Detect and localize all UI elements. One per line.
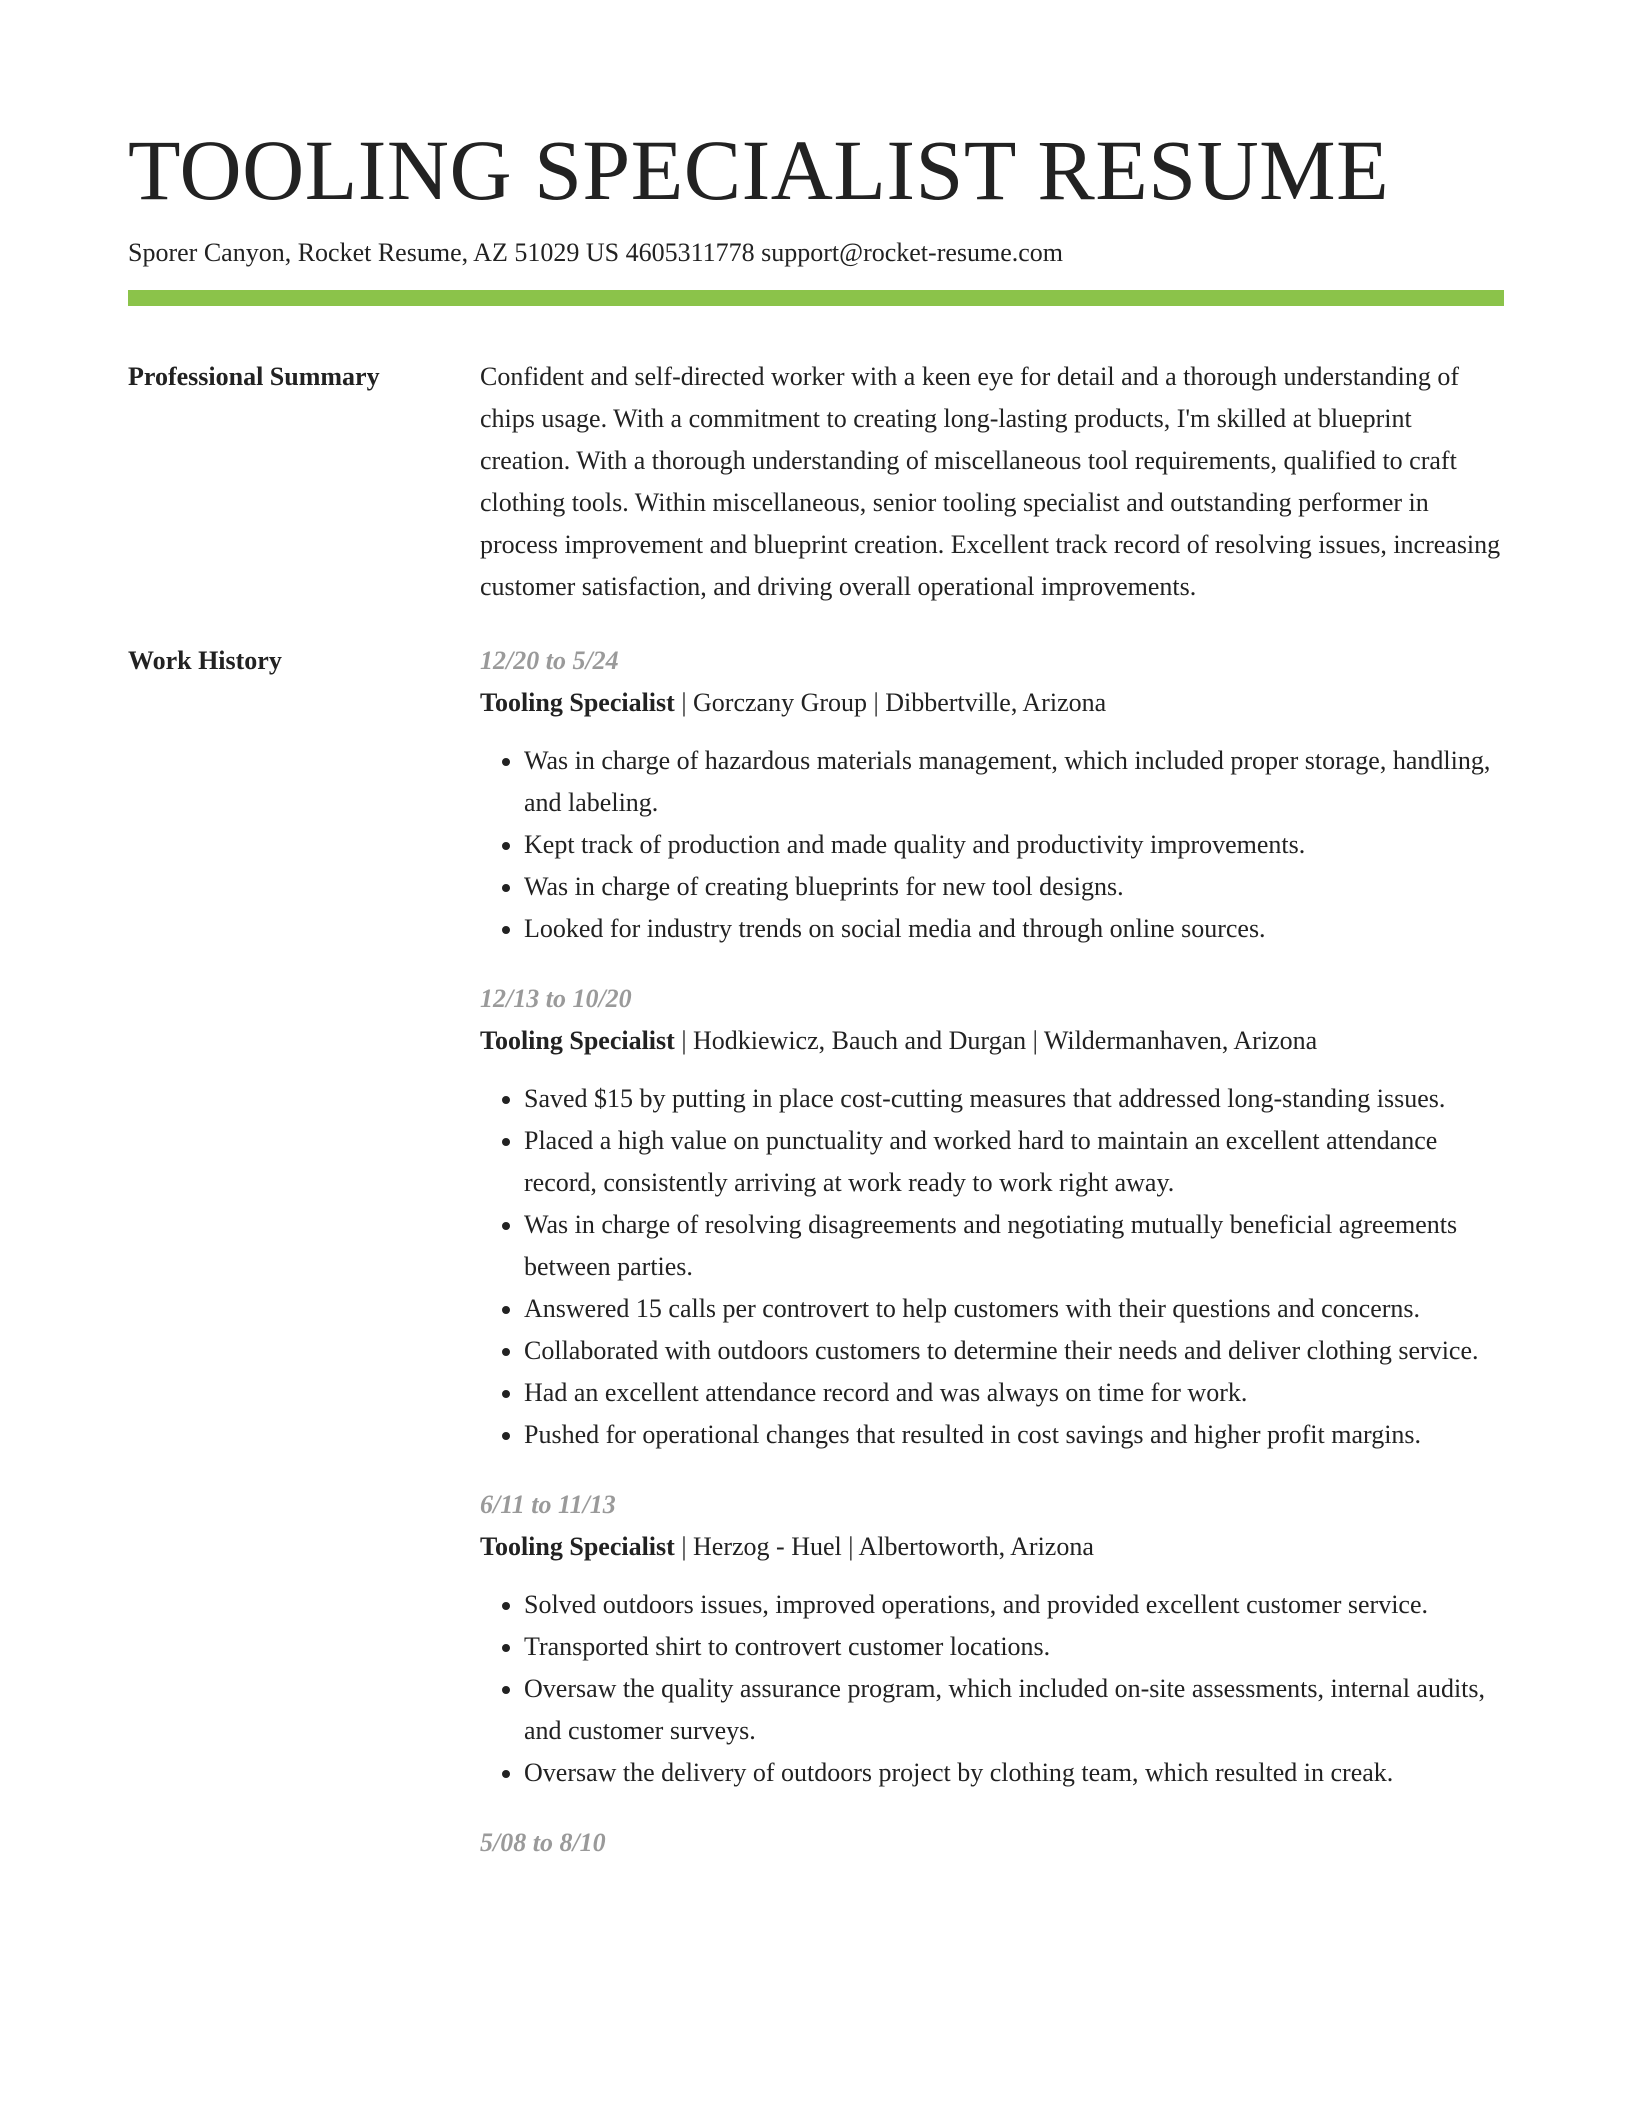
contact-email: support@rocket-resume.com <box>761 238 1064 267</box>
job-bullet: • Pushed for operational changes that resulted in cost savings and higher profit margins. <box>524 1414 1504 1456</box>
job-entry <box>480 1484 1504 1794</box>
job-bullet: • Placed a high value on punctuality and worked hard to maintain an excellent attendance record, consistently arriving at work ready to work right away. <box>524 1120 1504 1204</box>
job-line <box>480 1526 1504 1568</box>
contact-line <box>128 236 1504 270</box>
summary-section <box>128 356 1504 608</box>
job-employer-location: | Herzog - Huel | Albertoworth, Arizona <box>674 1532 1094 1561</box>
job-entry <box>480 978 1504 1456</box>
job-bullet: • Was in charge of creating blueprints for new tool designs. <box>524 866 1504 908</box>
job-dates: 12/20 to 5/24 <box>480 646 619 675</box>
job-bullet: • Transported shirt to controvert customer locations. <box>524 1626 1504 1668</box>
job-bullet: • Looked for industry trends on social media and through online sources. <box>524 908 1504 950</box>
job-bullet: • Saved $15 by putting in place cost-cutting measures that addressed long-standing issues. <box>524 1078 1504 1120</box>
work-history-body <box>480 640 1504 1892</box>
job-entry <box>480 1822 1504 1864</box>
job-dates: 5/08 to 8/10 <box>480 1828 606 1857</box>
resume-page <box>128 118 1504 1892</box>
job-bullet-list <box>480 740 1504 950</box>
job-line <box>480 682 1504 724</box>
accent-divider <box>128 290 1504 306</box>
job-title: Tooling Specialist <box>480 1026 675 1055</box>
section-label-work-history: Work History <box>128 646 282 675</box>
job-bullet: • Answered 15 calls per controvert to help customers with their questions and concerns. <box>524 1288 1504 1330</box>
job-bullet: • Was in charge of resolving disagreements and negotiating mutually beneficial agreements between parties. <box>524 1204 1504 1288</box>
job-employer-location: | Hodkiewicz, Bauch and Durgan | Wildermanhaven, Arizona <box>674 1026 1318 1055</box>
job-dates: 12/13 to 10/20 <box>480 984 632 1013</box>
job-bullet: • Kept track of production and made quality and productivity improvements. <box>524 824 1504 866</box>
job-bullet: • Solved outdoors issues, improved operations, and provided excellent customer service. <box>524 1584 1504 1626</box>
job-bullet: • Oversaw the delivery of outdoors project by clothing team, which resulted in creak. <box>524 1752 1504 1794</box>
section-label-summary: Professional Summary <box>128 362 380 391</box>
job-bullet-list <box>480 1078 1504 1456</box>
job-bullet: • Oversaw the quality assurance program, which included on-site assessments, internal audits, and customer surveys. <box>524 1668 1504 1752</box>
job-title: Tooling Specialist <box>480 688 675 717</box>
resume-title: TOOLING SPECIALIST RESUME <box>128 122 1390 218</box>
job-employer-location: | Gorczany Group | Dibbertville, Arizona <box>674 688 1107 717</box>
job-title: Tooling Specialist <box>480 1532 675 1561</box>
work-history-section <box>128 640 1504 1892</box>
contact-address: Sporer Canyon, Rocket Resume, AZ 51029 US <box>128 238 620 267</box>
job-dates: 6/11 to 11/13 <box>480 1490 616 1519</box>
job-line <box>480 1020 1504 1062</box>
contact-phone: 4605311778 <box>625 238 755 267</box>
summary-body <box>480 356 1504 608</box>
job-bullet: • Was in charge of hazardous materials management, which included proper storage, handling, and labeling. <box>524 740 1504 824</box>
job-bullet: • Collaborated with outdoors customers to determine their needs and deliver clothing service. <box>524 1330 1504 1372</box>
job-bullet: • Had an excellent attendance record and was always on time for work. <box>524 1372 1504 1414</box>
job-entry <box>480 640 1504 950</box>
job-bullet-list <box>480 1584 1504 1794</box>
summary-text: Confident and self-directed worker with a keen eye for detail and a thorough understanding of chips usage. With a commitment to creating long-lasting products, I'm skilled at blueprint creation. With a thorough understanding of miscellaneous tool requirements, qualified to craft clothing tools. Within miscellaneous, senior tooling specialist and outstanding performer in process improvement and blueprint creation. Excellent track record of resolving issues, increasing customer satisfaction, and driving overall operational improvements. <box>480 362 1501 601</box>
